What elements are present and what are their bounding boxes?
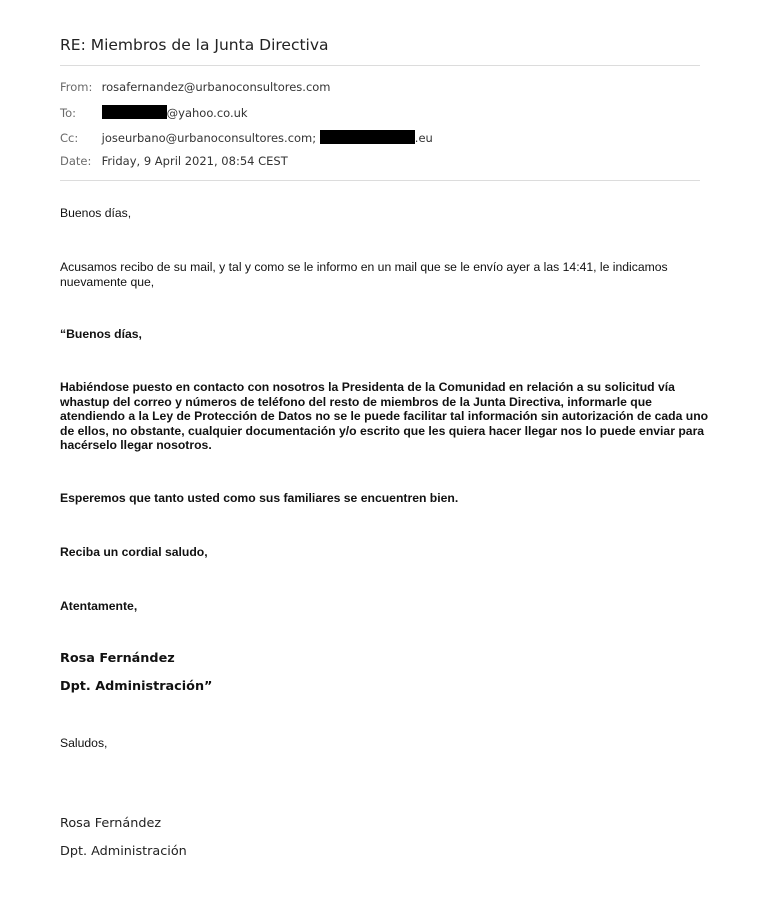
to-label: To: [60,106,76,120]
from-address[interactable]: rosafernandez@urbanoconsultores.com [101,80,331,94]
intro-paragraph: Acusamos recibo de su mail, y tal y como se le informo en un mail que se le envío ayer a las 14:41, le indicamos nuevamente que, [60,260,668,289]
closing-line: Saludos, [60,736,108,750]
header-bottom-divider [60,180,700,181]
date-row [60,154,288,168]
signature-department: Dpt. Administración [60,844,187,859]
wishes-line: Esperemos que tanto usted como sus familiares se encuentren bien. [60,491,459,505]
quote-greeting: “Buenos días, [60,327,142,341]
quoted-signature-name: Rosa Fernández [60,651,175,666]
to-row [60,105,248,120]
sincerely-line: Atentamente, [60,599,138,613]
signature-name: Rosa Fernández [60,816,162,831]
regards-line: Reciba un cordial saludo, [60,545,208,559]
from-row [60,80,331,94]
cc-address-domain[interactable]: .eu [414,131,433,145]
cc-redaction-block [320,130,415,144]
quoted-signature-department: Dpt. Administración” [60,679,213,694]
date-value: Friday, 9 April 2021, 08:54 CEST [101,154,288,168]
cc-row [60,130,433,145]
from-label: From: [60,80,93,94]
to-address-domain[interactable]: @yahoo.co.uk [166,106,248,120]
header-top-divider [60,65,700,66]
greeting: Buenos días, [60,206,132,220]
to-redaction-block [102,105,167,119]
email-subject: RE: Miembros de la Junta Directiva [60,36,329,54]
quote-paragraph: Habiéndose puesto en contacto con nosotros la Presidenta de la Comunidad en relación a su solicitud vía whastup del correo y números de teléfono del resto de miembros de la Junta Directiva, informarle que atendiendo a la Ley de Protección de Datos no se le puede facilitar tal información sin autorización de cada uno de ellos, no obstante, cualquier documentación y/o escrito que les quiera hacer llegar nos lo puede enviar para hacérselo llegar nosotros. [60,380,709,453]
date-label: Date: [60,154,92,168]
cc-address[interactable]: joseurbano@urbanoconsultores.com; [101,131,317,145]
cc-label: Cc: [60,131,79,145]
